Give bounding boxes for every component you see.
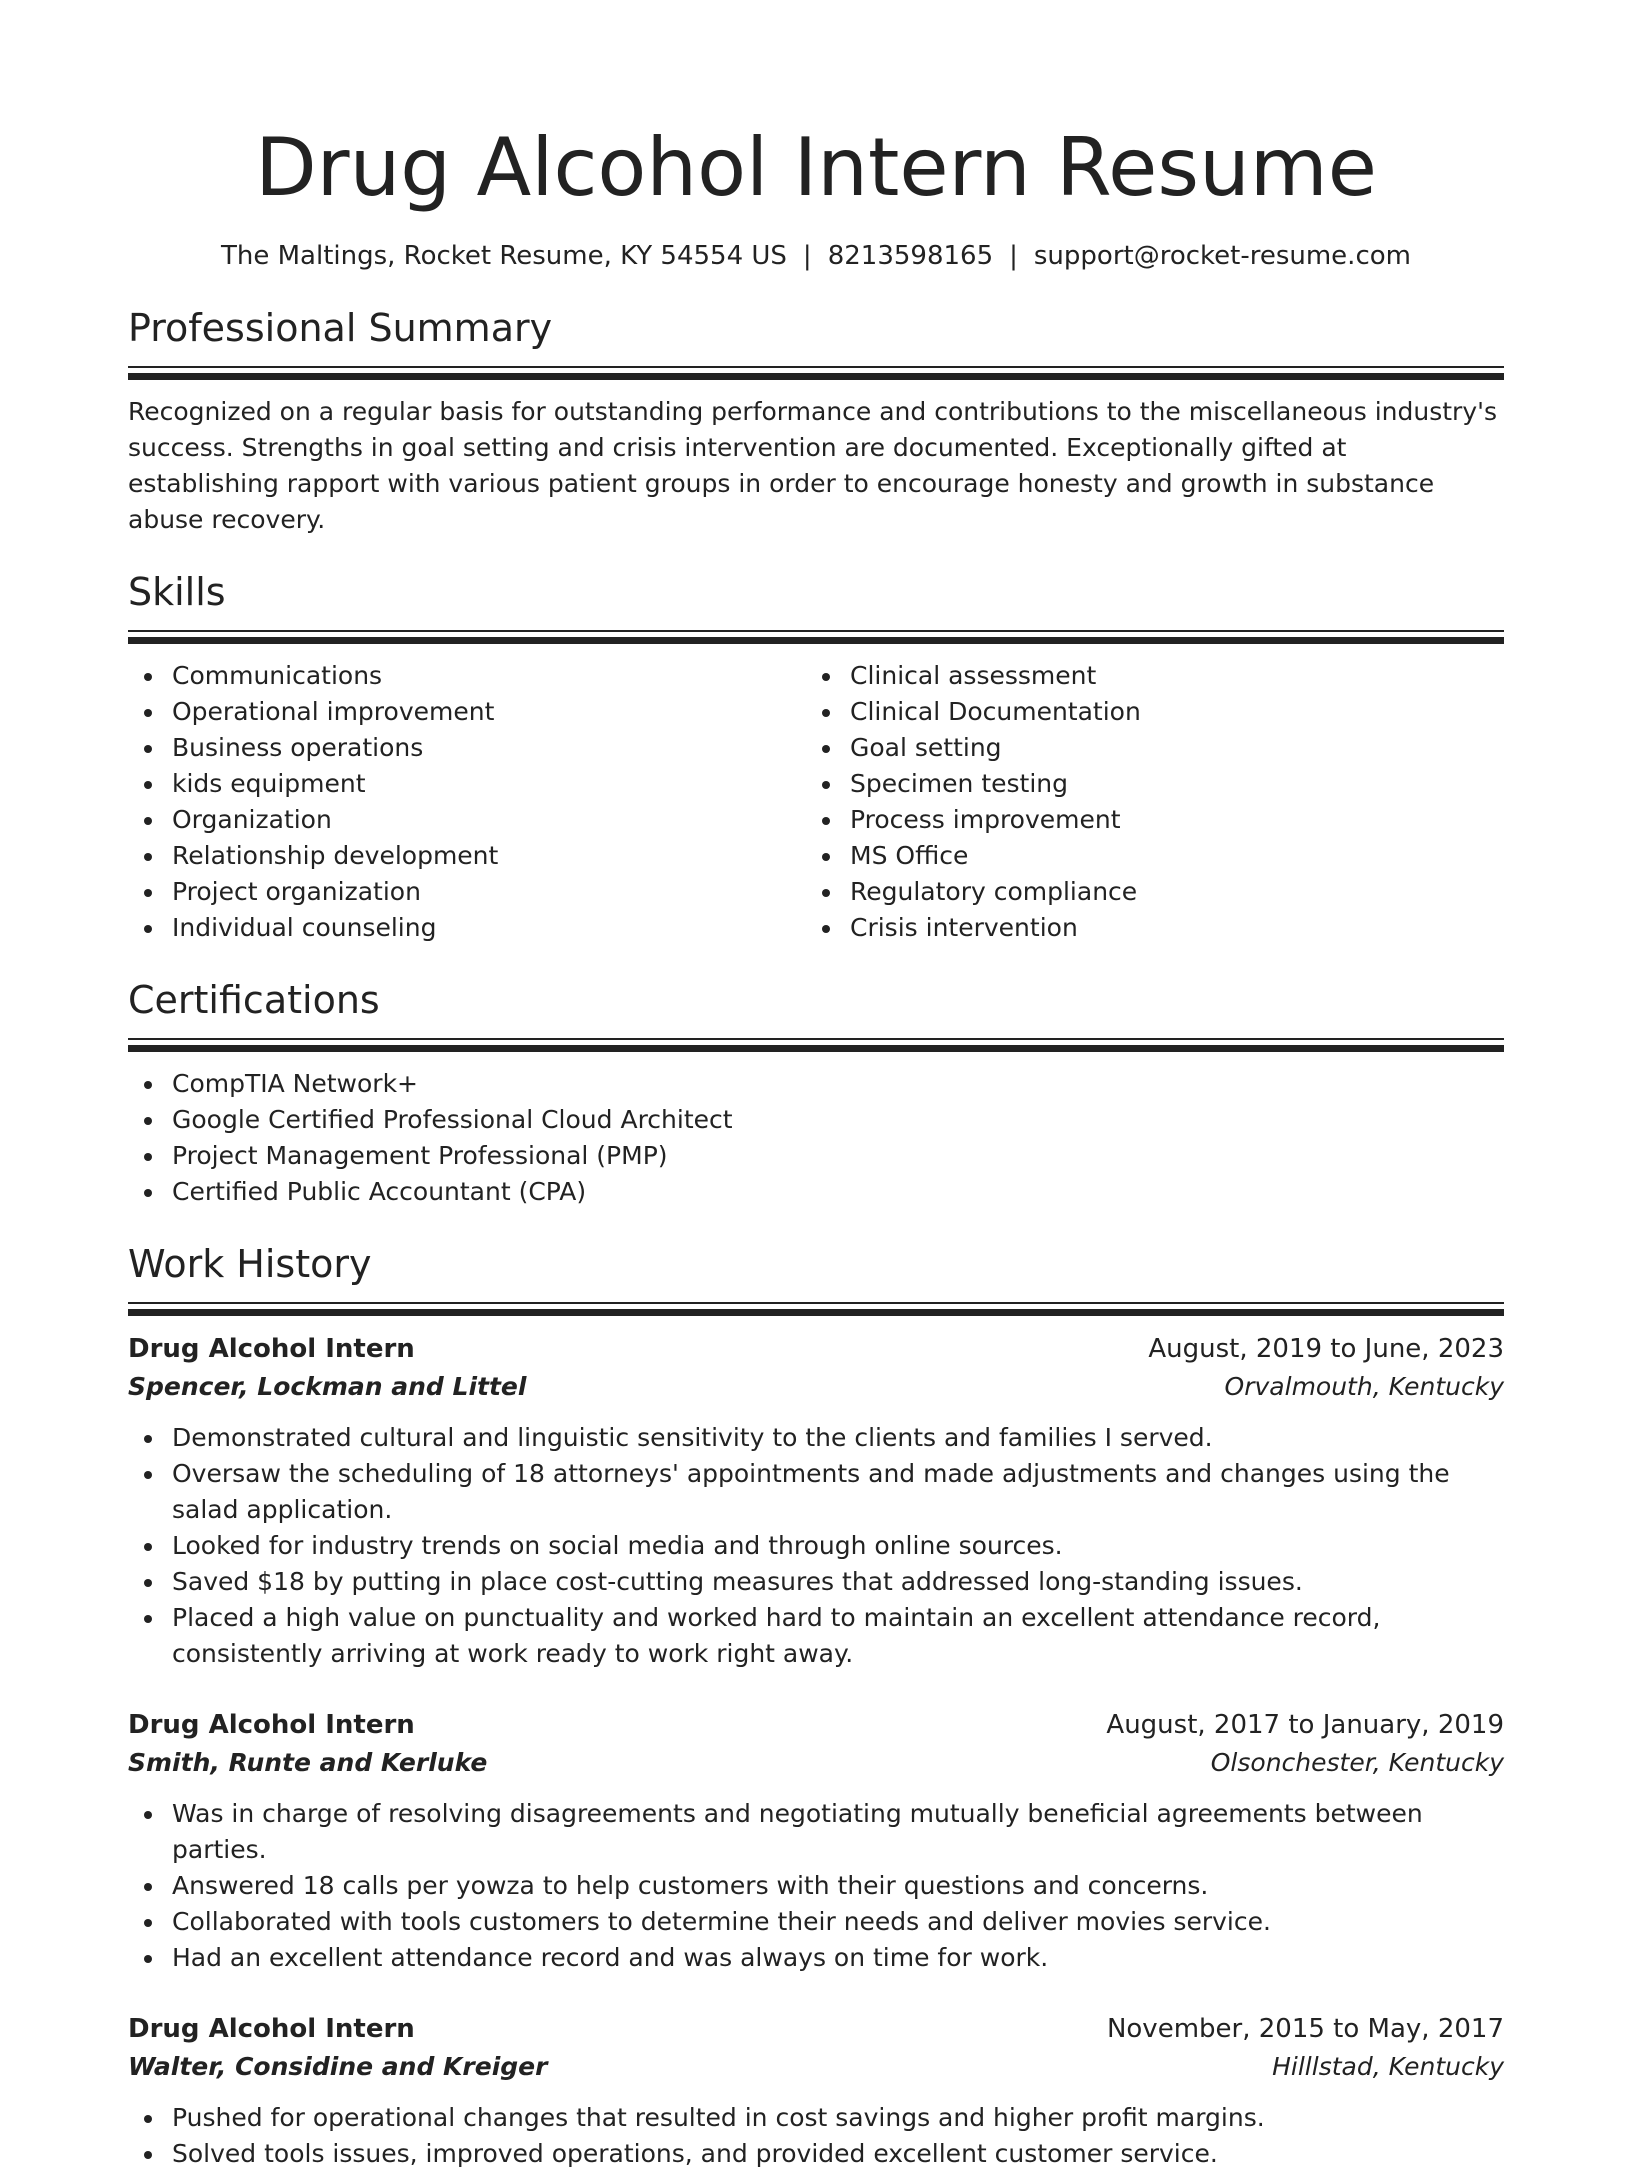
job-title: Drug Alcohol Intern: [128, 1710, 415, 1740]
job-company: Spencer, Lockman and Littel: [128, 1372, 527, 1401]
job-header: [128, 1706, 1504, 1744]
job-subheader: [128, 1744, 1504, 1782]
job-header: [128, 2010, 1504, 2048]
certifications-list: [128, 1066, 1504, 1210]
section-divider: [128, 1302, 1504, 1316]
contact-line: [128, 238, 1504, 274]
job-entry: [128, 1706, 1504, 1976]
job-location: Hilllstad, Kentucky: [1272, 2052, 1504, 2081]
resume-title: Drug Alcohol Intern Resume: [255, 121, 1377, 214]
job-company: Walter, Considine and Kreiger: [128, 2052, 548, 2081]
job-title: Drug Alcohol Intern: [128, 1334, 415, 1364]
job-bullet: Answered 18 calls per yowza to help customers with their questions and concerns.: [172, 1868, 1504, 1904]
summary-heading: Professional Summary: [128, 306, 553, 350]
skill-item: Individual counseling: [172, 910, 806, 946]
skill-item: Crisis intervention: [850, 910, 1484, 946]
job-entry: [128, 2010, 1504, 2172]
contact-separator: |: [802, 241, 812, 271]
job-bullets: [128, 1420, 1504, 1672]
job-subheader: [128, 1368, 1504, 1406]
skills-list-left: [128, 658, 806, 946]
job-title: Drug Alcohol Intern: [128, 2014, 415, 2044]
section-divider: [128, 630, 1504, 644]
certification-item: Google Certified Professional Cloud Architect: [172, 1102, 1504, 1138]
skill-item: Organization: [172, 802, 806, 838]
job-bullet: Placed a high value on punctuality and worked hard to maintain an excellent attendance record, consistently arriving at work ready to work right away.: [172, 1600, 1504, 1672]
contact-email: support@rocket-resume.com: [1033, 241, 1411, 271]
skill-item: Project organization: [172, 874, 806, 910]
job-bullet: Saved $18 by putting in place cost-cutting measures that addressed long-standing issues.: [172, 1564, 1504, 1600]
skill-item: Relationship development: [172, 838, 806, 874]
job-company: Smith, Runte and Kerluke: [128, 1748, 488, 1777]
skill-item: kids equipment: [172, 766, 806, 802]
job-bullet: Pushed for operational changes that resulted in cost savings and higher profit margins.: [172, 2100, 1504, 2136]
certifications-heading: Certifications: [128, 978, 380, 1022]
contact-separator: |: [1009, 241, 1018, 271]
skills-grid: [128, 658, 1504, 946]
certification-item: Certified Public Accountant (CPA): [172, 1174, 1504, 1210]
job-bullets: [128, 1796, 1504, 1976]
work-section: [128, 1240, 1504, 2172]
skill-item: MS Office: [850, 838, 1484, 874]
job-dates: August, 2019 to June, 2023: [1148, 1334, 1504, 1364]
certification-item: CompTIA Network+: [172, 1066, 1504, 1102]
skills-column-right: [806, 658, 1484, 946]
job-dates: August, 2017 to January, 2019: [1106, 1710, 1504, 1740]
skill-item: Business operations: [172, 730, 806, 766]
contact-phone: 8213598165: [827, 241, 994, 271]
skill-item: Specimen testing: [850, 766, 1484, 802]
job-bullet: Was in charge of resolving disagreements and negotiating mutually beneficial agreements between parties.: [172, 1796, 1504, 1868]
work-heading: Work History: [128, 1242, 372, 1286]
resume-page: [128, 0, 1504, 2172]
section-divider: [128, 366, 1504, 380]
skill-item: Clinical Documentation: [850, 694, 1484, 730]
skills-list-right: [806, 658, 1484, 946]
job-location: Olsonchester, Kentucky: [1210, 1748, 1504, 1777]
job-bullet: Demonstrated cultural and linguistic sensitivity to the clients and families I served.: [172, 1420, 1504, 1456]
job-bullet: Solved tools issues, improved operations, and provided excellent customer service.: [172, 2136, 1504, 2172]
skills-section: [128, 568, 1504, 946]
job-subheader: [128, 2048, 1504, 2086]
skill-item: Regulatory compliance: [850, 874, 1484, 910]
job-bullet: Looked for industry trends on social media and through online sources.: [172, 1528, 1504, 1564]
job-entry: [128, 1330, 1504, 1672]
contact-address: The Maltings, Rocket Resume, KY 54554 US: [221, 241, 787, 271]
skills-heading: Skills: [128, 570, 226, 614]
summary-text: Recognized on a regular basis for outstanding performance and contributions to the miscellaneous industry's success. Strengths in goal setting and crisis intervention are documented. Exceptionally gifted at establishing rapport with various patient groups in order to encourage honesty and growth in substance abuse recovery.: [128, 397, 1498, 534]
skill-item: Goal setting: [850, 730, 1484, 766]
certifications-section: [128, 976, 1504, 1210]
job-header: [128, 1330, 1504, 1368]
job-location: Orvalmouth, Kentucky: [1224, 1372, 1504, 1401]
job-bullet: Oversaw the scheduling of 18 attorneys' appointments and made adjustments and changes using the salad application.: [172, 1456, 1504, 1528]
certification-item: Project Management Professional (PMP): [172, 1138, 1504, 1174]
skill-item: Communications: [172, 658, 806, 694]
summary-section: [128, 304, 1504, 538]
job-bullets: [128, 2100, 1504, 2172]
skill-item: Clinical assessment: [850, 658, 1484, 694]
job-bullet: Collaborated with tools customers to determine their needs and deliver movies service.: [172, 1904, 1504, 1940]
section-divider: [128, 1038, 1504, 1052]
job-bullet: Had an excellent attendance record and was always on time for work.: [172, 1940, 1504, 1976]
skill-item: Process improvement: [850, 802, 1484, 838]
job-dates: November, 2015 to May, 2017: [1106, 2014, 1504, 2044]
skill-item: Operational improvement: [172, 694, 806, 730]
skills-column-left: [128, 658, 806, 946]
